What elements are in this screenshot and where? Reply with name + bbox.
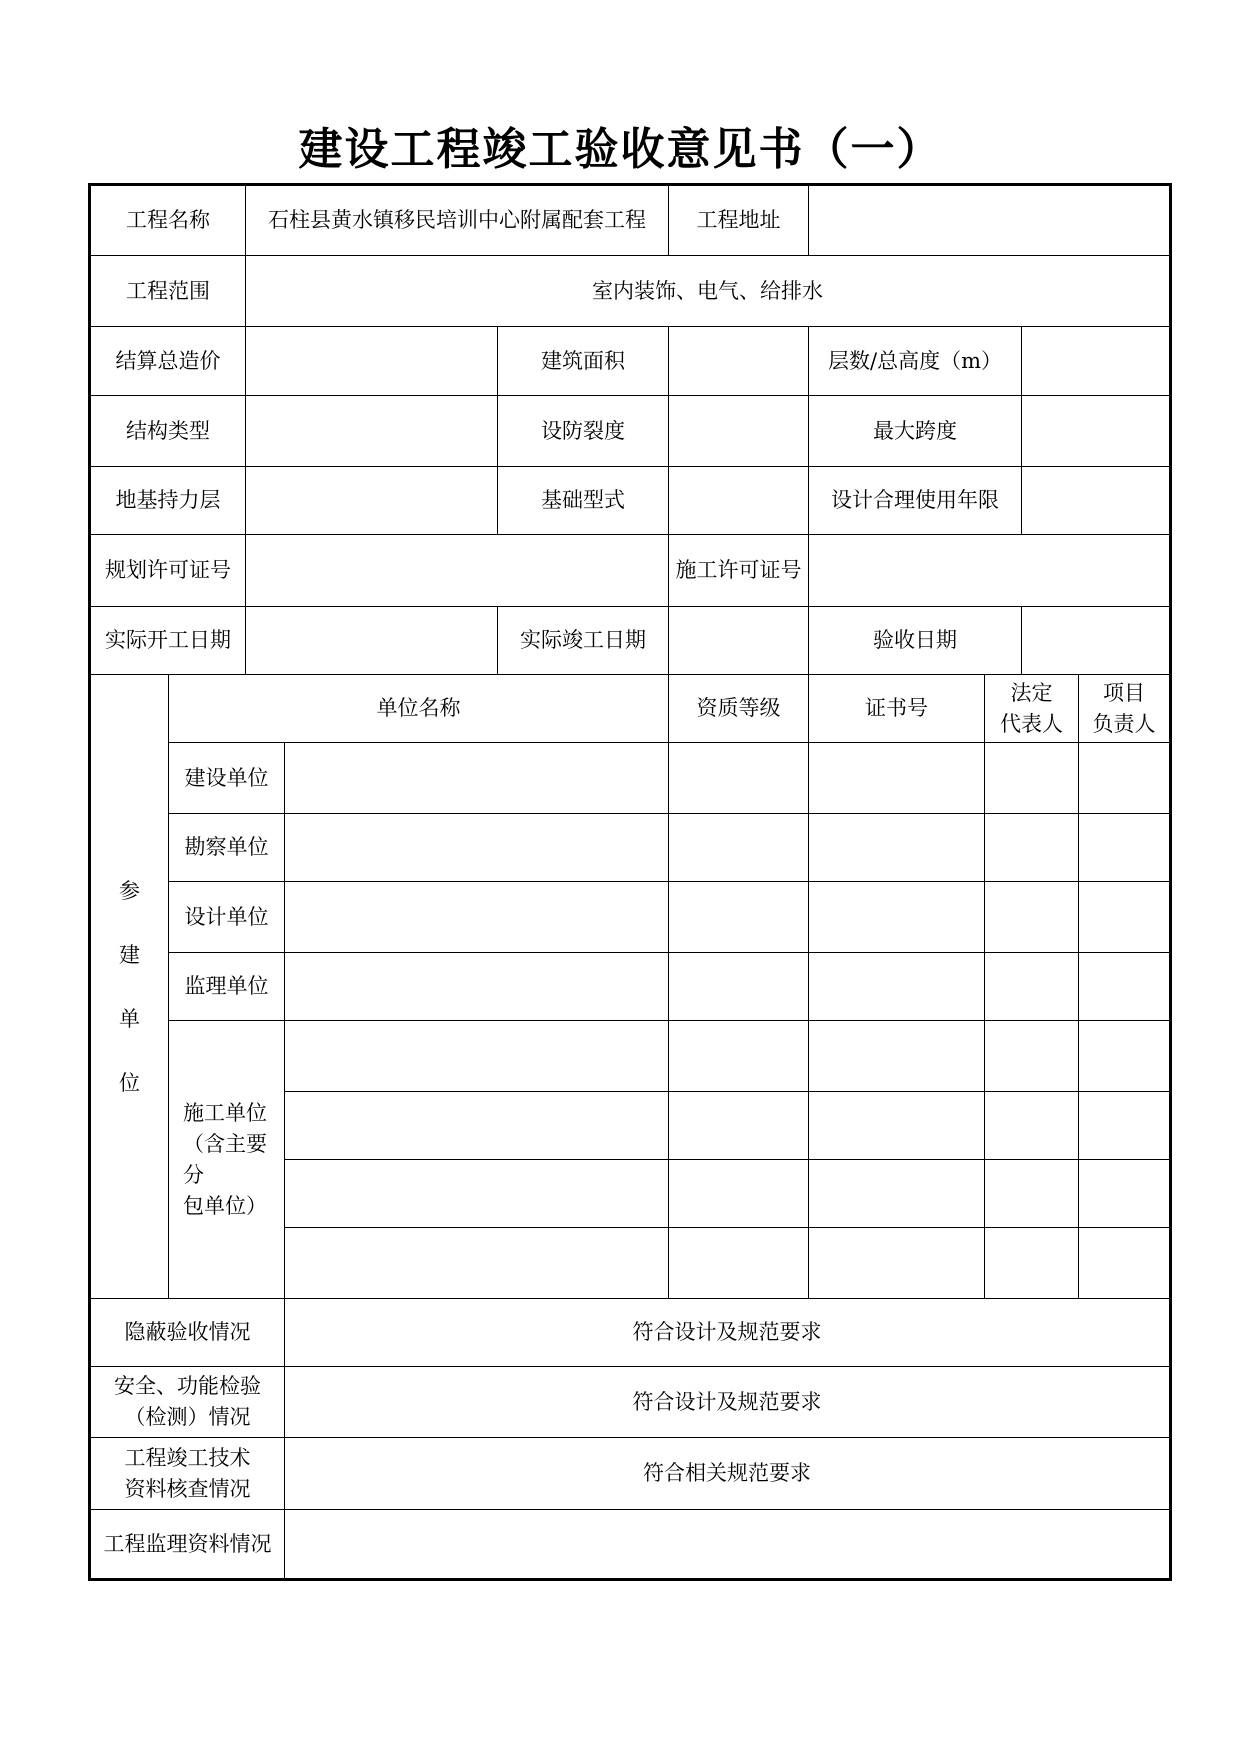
floors-height-label: 层数/总高度（m） xyxy=(828,348,1002,373)
total-cost-label: 结算总造价 xyxy=(115,348,221,373)
seismic-value[interactable] xyxy=(669,396,808,466)
project-address-label: 工程地址 xyxy=(696,208,781,232)
table-grid-line xyxy=(284,1227,1169,1228)
hidden-acceptance-label: 隐蔽验收情况 xyxy=(124,1320,251,1344)
planning-permit-value[interactable] xyxy=(246,535,668,606)
tech-docs-line2: 资料核查情况 xyxy=(124,1476,251,1501)
total-cost-value[interactable] xyxy=(246,327,497,395)
safety-check-line2: （检测）情况 xyxy=(124,1405,251,1429)
bearing-layer-value[interactable] xyxy=(246,467,497,534)
participants-char-4: 位 xyxy=(119,1070,140,1095)
construction-unit-label: 建设单位 xyxy=(184,765,269,790)
contractor-unit-line3: 包单位） xyxy=(183,1193,267,1218)
tech-docs-value[interactable]: 符合相关规范要求 xyxy=(643,1461,811,1485)
header-legal-rep-line1: 法定 xyxy=(1010,680,1053,705)
acceptance-form xyxy=(88,183,1172,1581)
structure-type-value[interactable] xyxy=(246,396,497,466)
table-grid-line xyxy=(984,674,985,1298)
planning-permit-label: 规划许可证号 xyxy=(105,558,231,582)
completion-date-label: 实际竣工日期 xyxy=(520,628,646,652)
supervision-unit-label: 监理单位 xyxy=(184,974,269,998)
participants-section-label xyxy=(91,675,168,1298)
safety-check-value[interactable]: 符合设计及规范要求 xyxy=(632,1389,822,1414)
header-project-lead-line2: 负责人 xyxy=(1092,711,1156,736)
header-unit-name: 单位名称 xyxy=(376,696,461,720)
survey-unit-label: 勘察单位 xyxy=(184,835,269,859)
contractor-unit-line2: （含主要分 xyxy=(183,1131,267,1187)
max-span-value[interactable] xyxy=(1022,396,1169,466)
table-grid-line xyxy=(668,674,669,1298)
construction-permit-value[interactable] xyxy=(809,535,1169,606)
contractor-unit-label xyxy=(169,1021,287,1298)
supervision-docs-label: 工程监理资料情况 xyxy=(103,1531,272,1556)
tech-docs-line1: 工程竣工技术 xyxy=(124,1445,251,1470)
design-life-label: 设计合理使用年限 xyxy=(831,488,999,512)
acceptance-date-label: 验收日期 xyxy=(873,628,957,652)
table-grid-line xyxy=(1078,674,1079,1298)
header-qualification: 资质等级 xyxy=(696,696,781,720)
floor-area-value[interactable] xyxy=(669,327,808,395)
structure-type-label: 结构类型 xyxy=(126,418,210,443)
start-date-value[interactable] xyxy=(246,607,497,674)
project-name-value[interactable]: 石柱县黄水镇移民培训中心附属配套工程 xyxy=(268,208,646,232)
header-legal-rep-line2: 代表人 xyxy=(1000,711,1063,736)
participants-char-3: 单 xyxy=(119,1006,140,1031)
safety-check-line1: 安全、功能检验 xyxy=(114,1374,261,1398)
safety-check-label xyxy=(91,1367,284,1437)
foundation-type-label: 基础型式 xyxy=(541,488,625,512)
header-legal-rep xyxy=(985,675,1078,742)
foundation-type-value[interactable] xyxy=(669,467,808,534)
contractor-unit-line1: 施工单位 xyxy=(183,1100,267,1125)
hidden-acceptance-value[interactable]: 符合设计及规范要求 xyxy=(632,1320,822,1344)
seismic-label: 设防裂度 xyxy=(541,418,625,443)
floor-area-label: 建筑面积 xyxy=(541,348,625,373)
max-span-label: 最大跨度 xyxy=(873,418,957,443)
completion-date-value[interactable] xyxy=(669,607,808,674)
scope-value[interactable]: 室内装饰、电气、给排水 xyxy=(592,278,823,303)
design-life-value[interactable] xyxy=(1022,467,1169,534)
header-project-lead-line1: 项目 xyxy=(1103,680,1145,705)
table-grid-line xyxy=(284,1091,1169,1092)
participants-char-1: 参 xyxy=(119,878,140,903)
floors-height-value[interactable] xyxy=(1022,327,1169,395)
design-unit-label: 设计单位 xyxy=(184,904,269,929)
project-address-value[interactable] xyxy=(809,186,1169,255)
start-date-label: 实际开工日期 xyxy=(105,628,231,652)
table-grid-line xyxy=(284,1159,1169,1160)
participants-char-2: 建 xyxy=(119,942,140,967)
tech-docs-label xyxy=(91,1438,284,1509)
project-name-label: 工程名称 xyxy=(126,208,210,232)
acceptance-date-value[interactable] xyxy=(1022,607,1169,674)
supervision-docs-value[interactable] xyxy=(285,1510,1169,1578)
table-grid-line xyxy=(808,674,809,1298)
document-title: 建设工程竣工验收意见书（一） xyxy=(298,124,943,175)
bearing-layer-label: 地基持力层 xyxy=(115,488,221,512)
header-certificate: 证书号 xyxy=(865,696,928,720)
scope-label: 工程范围 xyxy=(126,278,210,303)
construction-permit-label: 施工许可证号 xyxy=(675,558,802,582)
header-project-lead xyxy=(1079,675,1169,742)
